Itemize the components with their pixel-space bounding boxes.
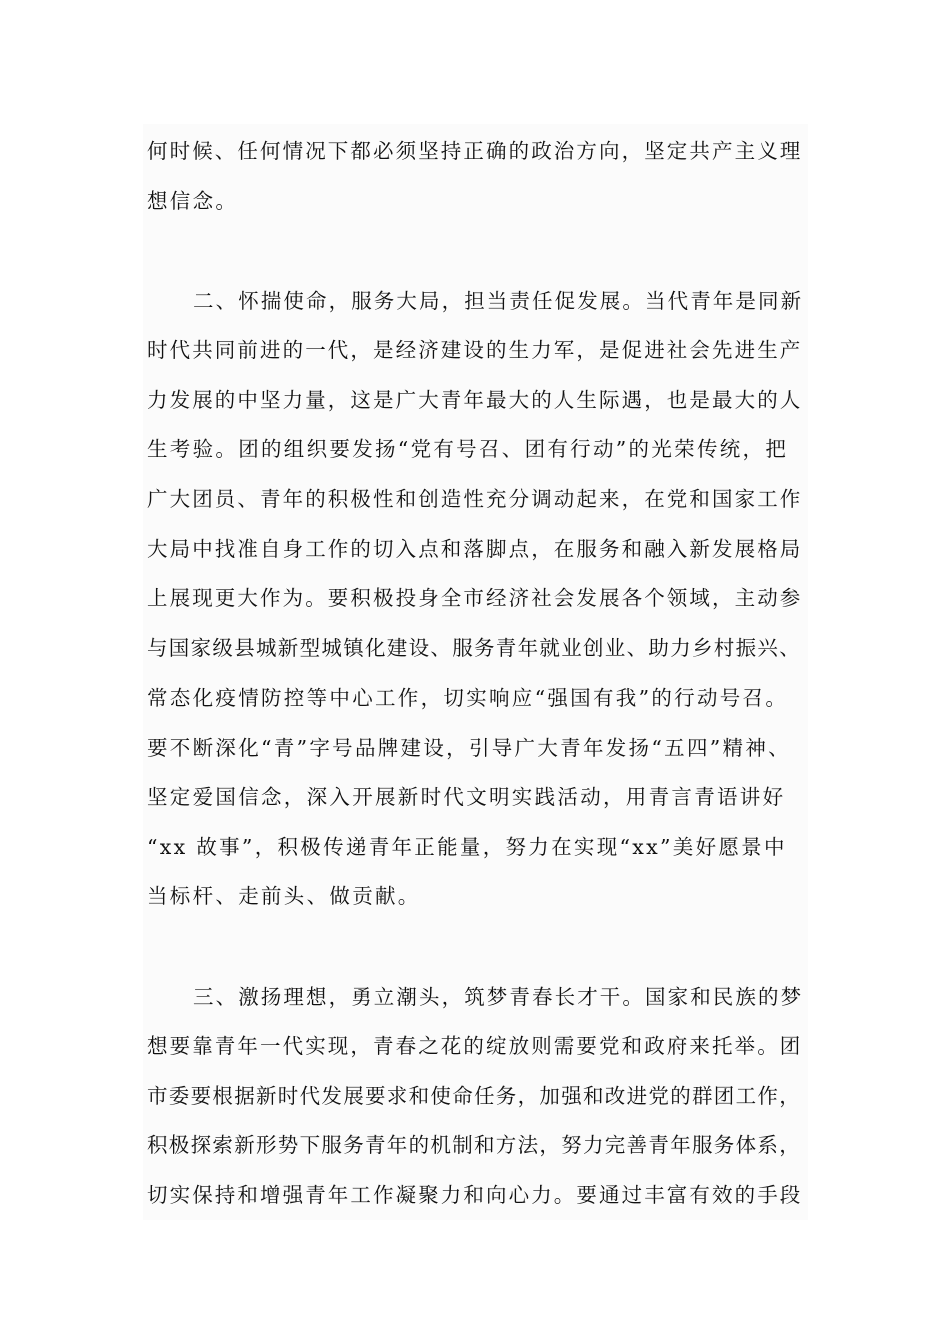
- text-line: 力发展的中坚力量，这是广大青年最大的人生际遇，也是最大的人: [147, 388, 803, 412]
- text-line: 与国家级县城新型城镇化建设、服务青年就业创业、助力乡村振兴、: [147, 636, 801, 660]
- text-line: 常态化疫情防控等中心工作，切实响应“强国有我”的行动号召。: [147, 686, 789, 710]
- text-line: 上展现更大作为。要积极投身全市经济社会发展各个领域，主动参: [147, 586, 803, 610]
- text-line: “xx 故事”，积极传递青年正能量，努力在实现“xx”美好愿景中: [147, 835, 787, 859]
- text-line: 要不断深化“青”字号品牌建设，引导广大青年发扬“五四”精神、: [147, 736, 791, 760]
- text-line: 当标杆、走前头、做贡献。: [147, 884, 421, 908]
- text-line: 时代共同前进的一代，是经济建设的生力军，是促进社会先进生产: [147, 338, 803, 362]
- text-line: 积极探索新形势下服务青年的机制和方法，努力完善青年服务体系，: [147, 1133, 801, 1157]
- text-line: 想要靠青年一代实现，青春之花的绽放则需要党和政府来托举。团: [147, 1034, 803, 1058]
- text-line: 切实保持和增强青年工作凝聚力和向心力。要通过丰富有效的手段: [147, 1183, 803, 1207]
- document-page: [143, 124, 808, 1220]
- text-line: 市委要根据新时代发展要求和使命任务，加强和改进党的群团工作，: [147, 1084, 801, 1108]
- text-line: 广大团员、青年的积极性和创造性充分调动起来，在党和国家工作: [147, 487, 803, 511]
- section-heading-line: 二、怀揣使命，服务大局，担当责任促发展。当代青年是同新: [193, 289, 804, 313]
- text-line: 生考验。团的组织要发扬“党有号召、团有行动”的光荣传统，把: [147, 437, 789, 461]
- text-line: 坚定爱国信念，深入开展新时代文明实践活动，用青言青语讲好: [147, 785, 786, 809]
- text-line: 何时候、任何情况下都必须坚持正确的政治方向，坚定共产主义理: [147, 139, 803, 163]
- text-line: 想信念。: [147, 189, 239, 213]
- text-line: 大局中找准自身工作的切入点和落脚点，在服务和融入新发展格局: [147, 537, 803, 561]
- section-heading-line: 三、激扬理想，勇立潮头，筑梦青春长才干。国家和民族的梦: [193, 985, 804, 1009]
